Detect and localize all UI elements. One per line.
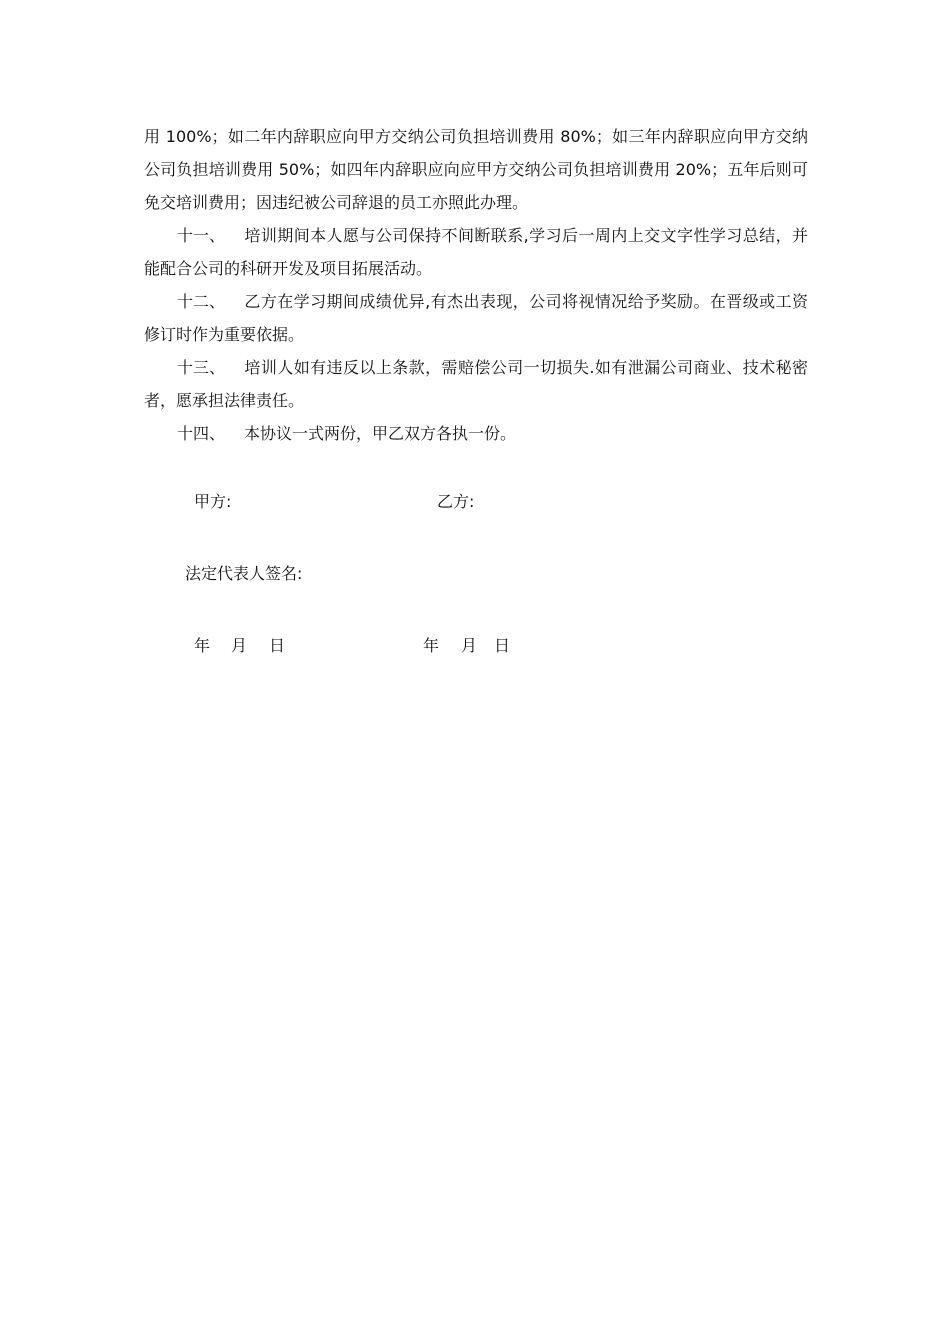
agreement-body [144, 120, 808, 450]
date-year: 年 [423, 636, 440, 655]
legal-rep-signature-label: 法定代表人签名: [185, 564, 303, 583]
clause-text: 培训人如有违反以上条款，需赔偿公司一切损失.如有泄漏公司商业、技术秘密者，愿承担法律责任。 [144, 358, 808, 410]
date-party-b [423, 636, 510, 656]
date-day: 日 [494, 636, 511, 655]
clause-14 [144, 417, 808, 450]
clause-number: 十二、 [177, 292, 226, 311]
clause-text: 培训期间本人愿与公司保持不间断联系,学习后一周内上交文字性学习总结，并能配合公司的科研开发及项目拓展活动。 [144, 226, 808, 278]
date-year: 年 [194, 636, 211, 655]
date-month: 月 [461, 636, 478, 655]
clause-13 [144, 351, 808, 417]
date-month: 月 [231, 636, 248, 655]
date-day: 日 [269, 636, 286, 655]
date-party-a [194, 636, 285, 656]
clause-number: 十一、 [177, 226, 226, 245]
clause-12 [144, 285, 808, 351]
continuation-paragraph: 用 100%；如二年内辞职应向甲方交纳公司负担培训费用 80%；如三年内辞职应向甲方交纳公司负担培训费用 50%；如四年内辞职应向应甲方交纳公司负担培训费用 20%；五年后则可免交培训费用；因违纪被公司辞退的员工亦照此办理。 [144, 127, 808, 212]
clause-11 [144, 219, 808, 285]
clause-number: 十三、 [177, 358, 226, 377]
party-a-label: 甲方: [194, 492, 232, 511]
clause-text: 本协议一式两份，甲乙双方各执一份。 [244, 424, 517, 443]
clause-text: 乙方在学习期间成绩优异,有杰出表现，公司将视情况给予奖励。在晋级或工资修订时作为重要依据。 [144, 292, 808, 344]
party-b-label: 乙方: [437, 492, 475, 511]
clause-number: 十四、 [177, 424, 226, 443]
